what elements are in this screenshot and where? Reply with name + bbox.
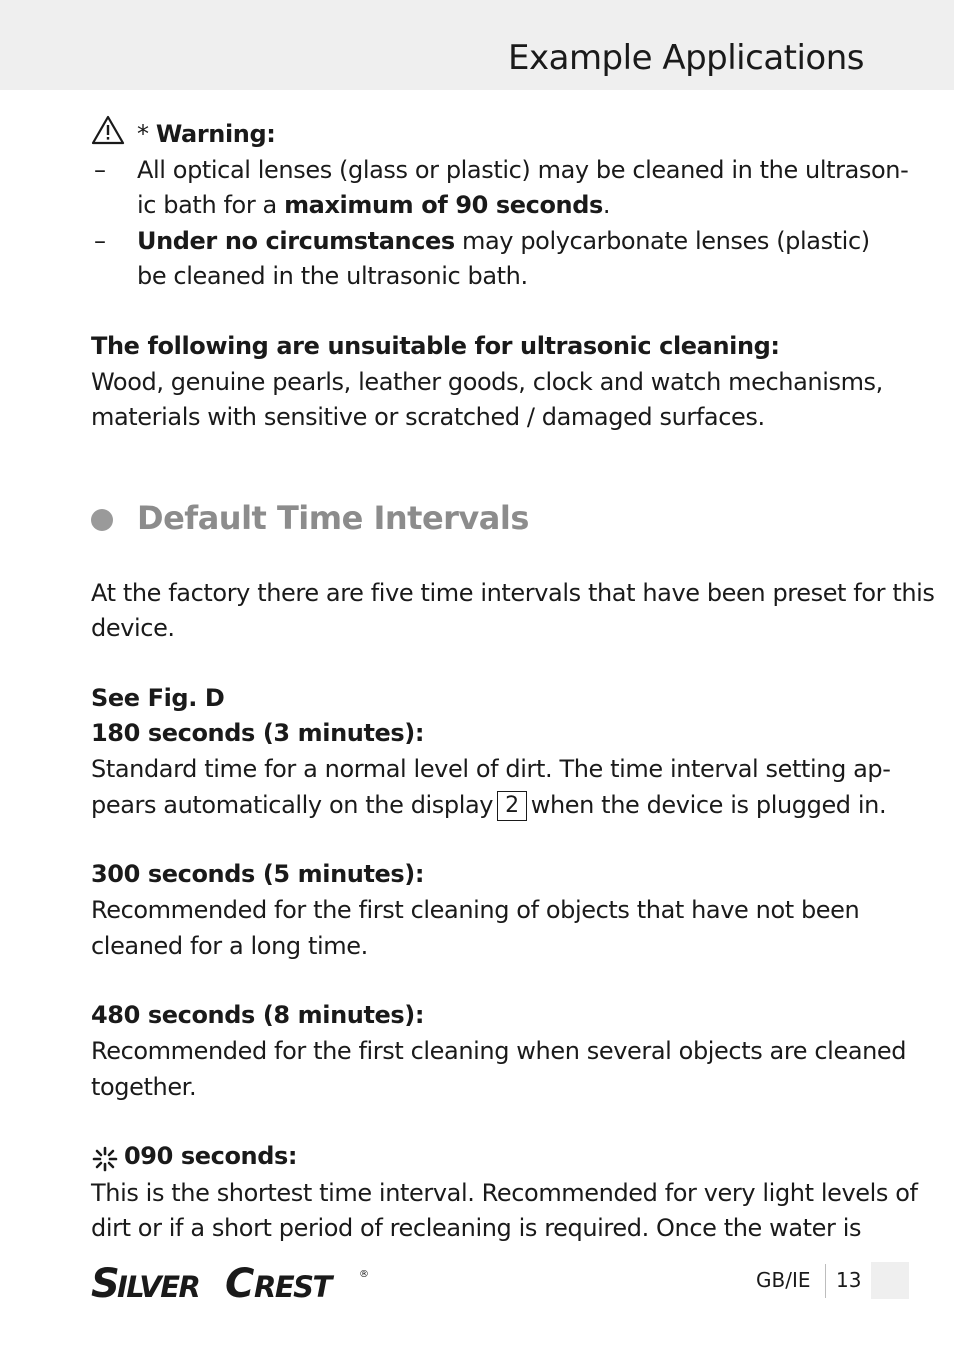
warning-item-1-line2: ic bath for a maximum of 90 seconds. — [137, 191, 611, 219]
interval-480-heading: 480 seconds (8 minutes): — [91, 1001, 425, 1029]
footer-tab — [871, 1262, 909, 1299]
intro-line1: At the factory there are five time intervals that have been preset for this — [91, 579, 935, 607]
interval-090-line2: dirt or if a short period of recleaning is required. Once the water is — [91, 1214, 862, 1242]
warning-marker: * — [137, 120, 149, 148]
svg-text:®: ® — [359, 1269, 369, 1280]
unsuitable-heading: The following are unsuitable for ultrasonic cleaning: — [91, 332, 780, 360]
list-dash: – — [94, 156, 106, 184]
warning-item-2-line2: be cleaned in the ultrasonic bath. — [137, 262, 528, 290]
interval-180-line2: pears automatically on the display 2 when the device is plugged in. — [91, 791, 887, 819]
sparkle-icon — [91, 1145, 119, 1173]
interval-090-line1: This is the shortest time interval. Recommended for very light levels of — [91, 1179, 918, 1207]
interval-480-line1: Recommended for the first cleaning when several objects are cleaned — [91, 1037, 907, 1065]
page-title: Example Applications — [508, 38, 864, 78]
interval-090-heading: 090 seconds: — [124, 1142, 298, 1170]
svg-text:REST: REST — [254, 1270, 331, 1304]
display-ref-box: 2 — [497, 791, 527, 821]
interval-180-heading: 180 seconds (3 minutes): — [91, 719, 425, 747]
section-bullet-icon — [91, 509, 113, 531]
warning-label: Warning: — [155, 120, 276, 148]
warning-item-2-line1: Under no circumstances may polycarbonate lenses (plastic) — [137, 227, 870, 255]
interval-300-heading: 300 seconds (5 minutes): — [91, 860, 425, 888]
warning-item-1-line1: All optical lenses (glass or plastic) may be cleaned in the ultrason- — [137, 156, 909, 184]
svg-text:ILVER: ILVER — [117, 1270, 200, 1304]
list-dash: – — [94, 227, 106, 255]
unsuitable-line1: Wood, genuine pearls, leather goods, clock and watch mechanisms, — [91, 368, 883, 396]
warning-heading — [137, 116, 275, 152]
interval-180-line1: Standard time for a normal level of dirt. The time interval setting ap- — [91, 755, 891, 783]
svg-text:C: C — [225, 1261, 253, 1307]
section-title: Default Time Intervals — [137, 499, 529, 537]
brand-logo — [91, 1257, 381, 1307]
footer-locale: GB/IE — [756, 1268, 811, 1292]
svg-text:S: S — [91, 1261, 119, 1307]
interval-300-line2: cleaned for a long time. — [91, 932, 368, 960]
page-number: 13 — [836, 1268, 862, 1292]
footer-divider — [825, 1264, 826, 1298]
intro-line2: device. — [91, 614, 175, 642]
unsuitable-line2: materials with sensitive or scratched / damaged surfaces. — [91, 403, 765, 431]
see-fig-label: See Fig. D — [91, 684, 225, 712]
interval-300-line1: Recommended for the first cleaning of objects that have not been — [91, 896, 860, 924]
warning-triangle-icon — [91, 115, 125, 145]
interval-480-line2: together. — [91, 1073, 197, 1101]
